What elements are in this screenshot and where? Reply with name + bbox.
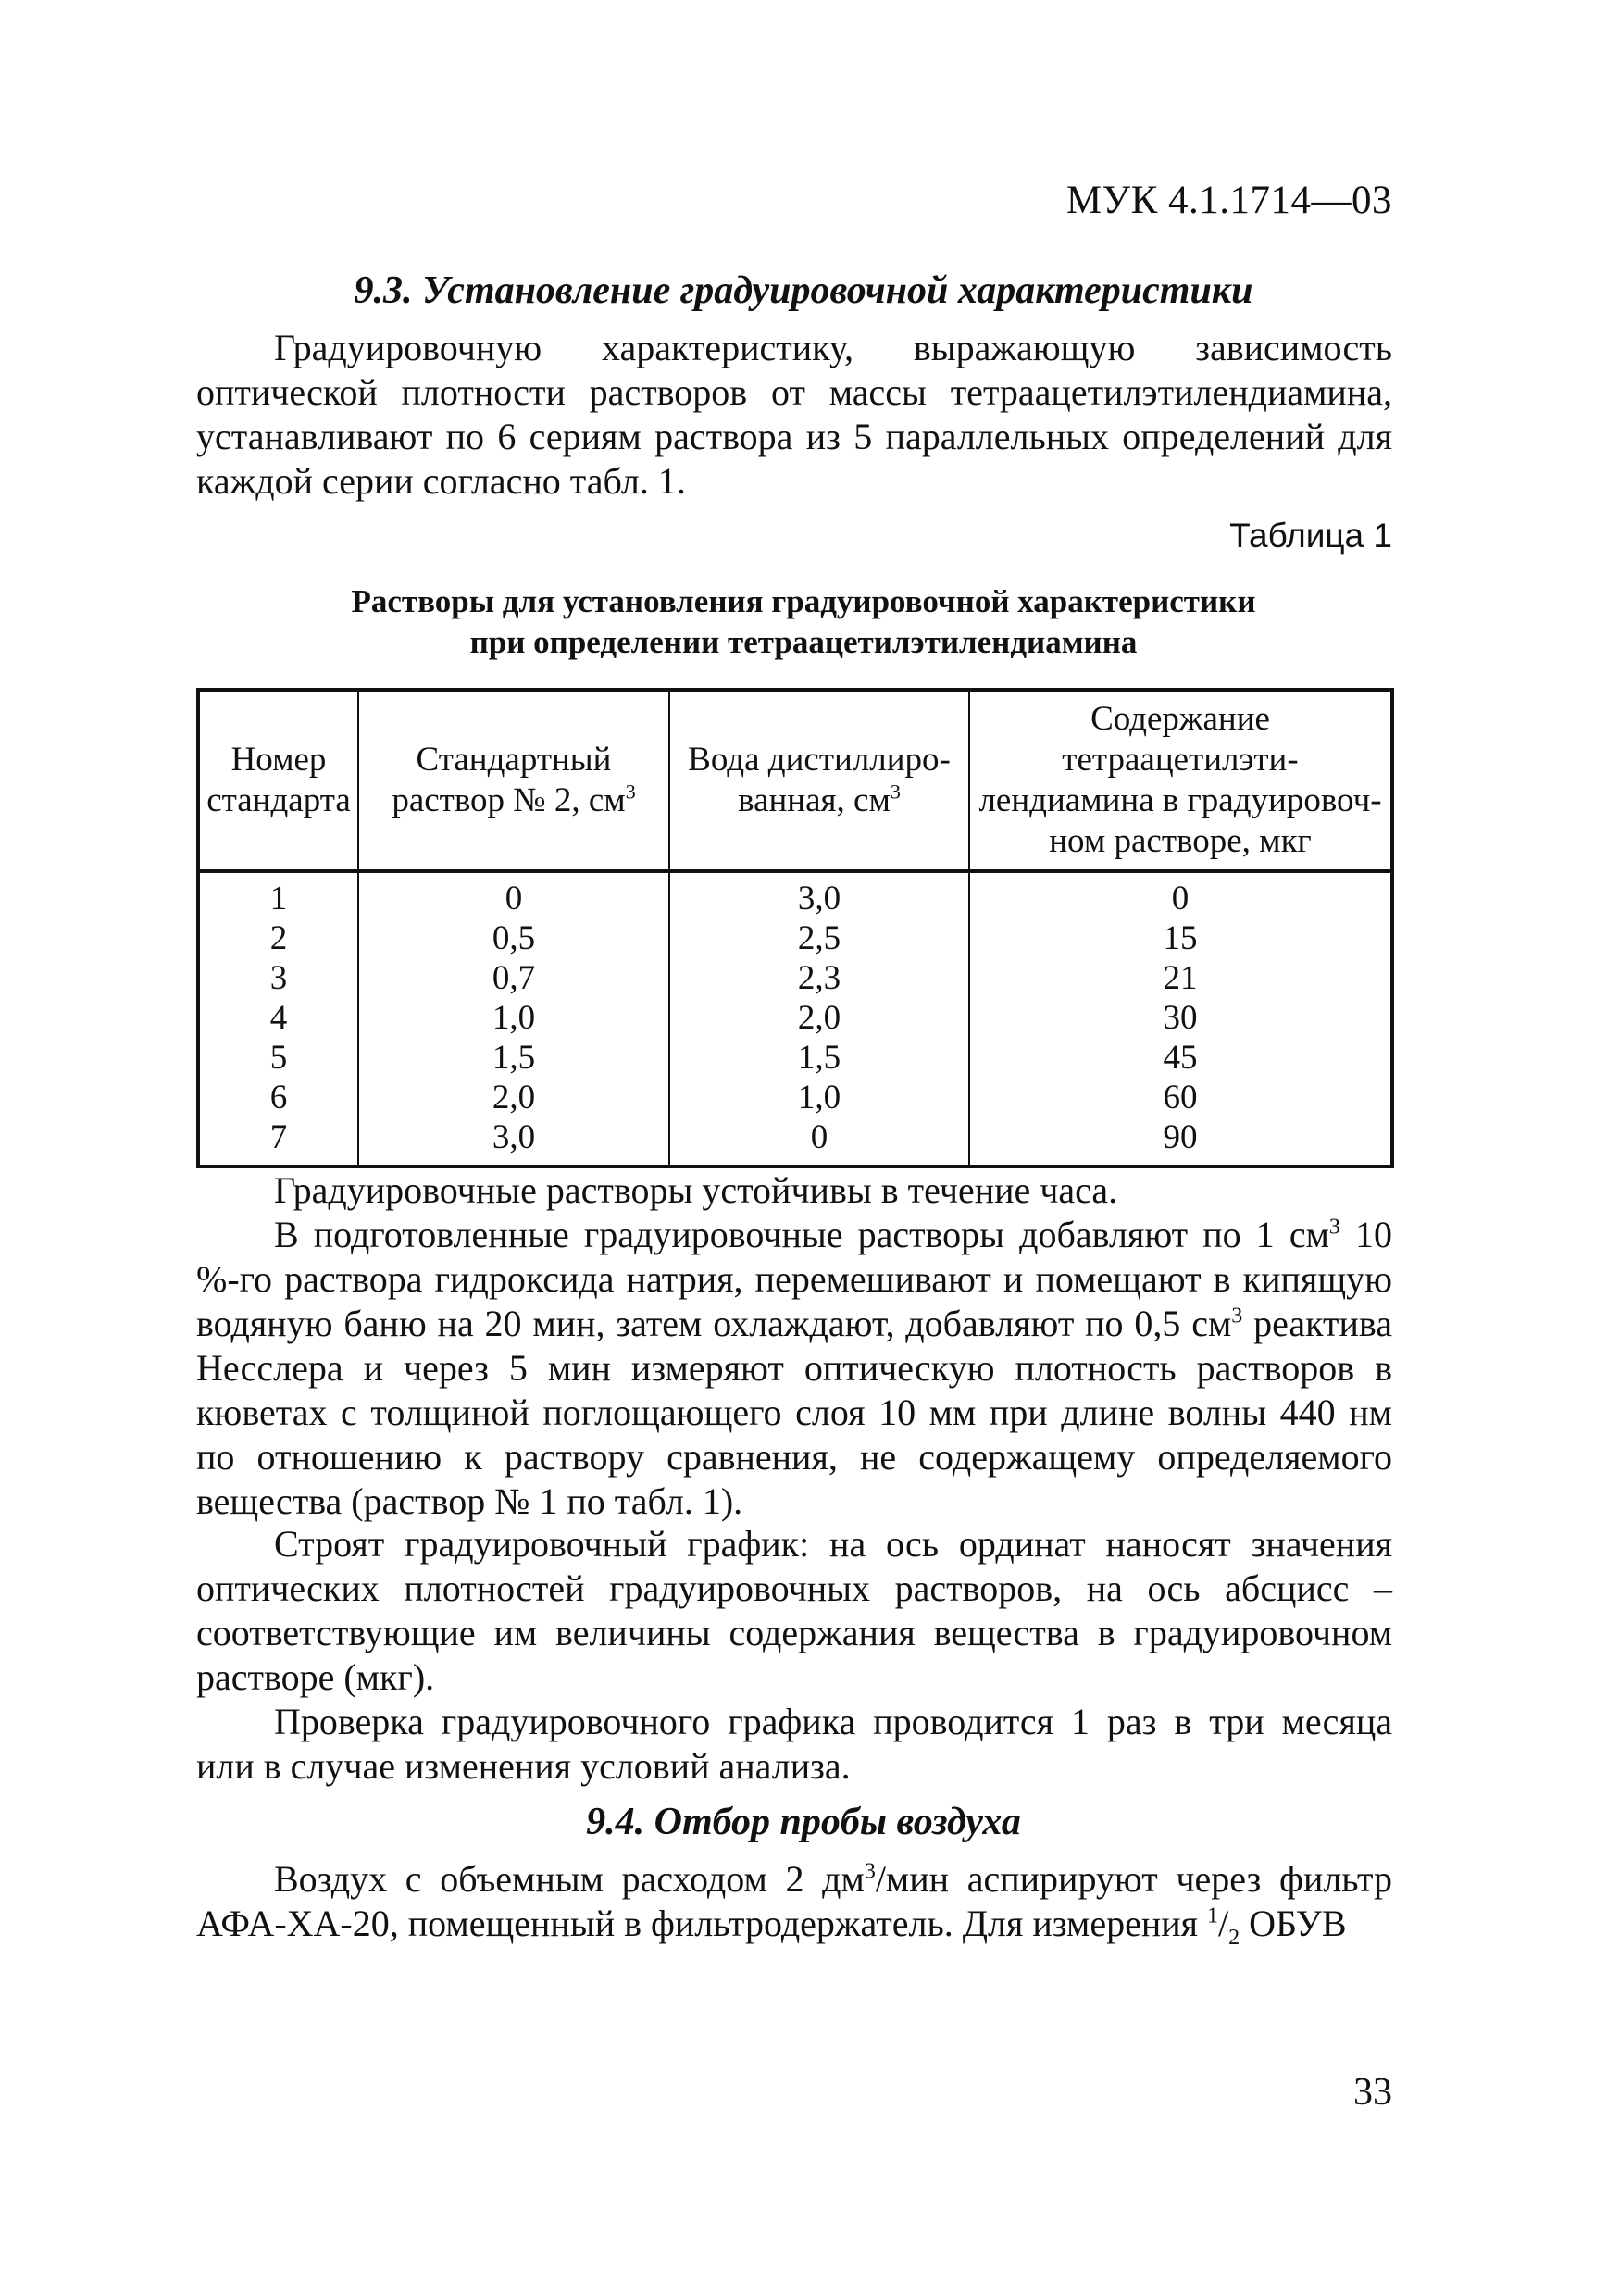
section-9-3-intro: Градуировочную характеристику, выражающую зависимость оптической плотности растворов от массы тетраацетилэтилендиамина, устанавливают по 6 сериям раствора из 5 параллельных определений для каждой серии согласно табл. 1. — [196, 327, 1392, 502]
page-number: 33 — [1353, 2071, 1392, 2114]
cell-standard-solution: 2,0 — [358, 1078, 669, 1117]
fraction-numerator: 1 — [1207, 1903, 1219, 1928]
cell-distilled-water: 3,0 — [669, 871, 969, 918]
table-row — [198, 998, 1392, 1038]
table-row — [198, 871, 1392, 918]
cell-content: 90 — [969, 1117, 1392, 1167]
document-code: МУК 4.1.1714—03 — [1065, 179, 1392, 222]
cell-distilled-water: 2,3 — [669, 958, 969, 998]
cell-standard-number: 7 — [198, 1117, 358, 1167]
cell-standard-solution: 0,7 — [358, 958, 669, 998]
procedure-paragraph — [196, 1213, 1392, 1524]
cell-content: 0 — [969, 871, 1392, 918]
stability-paragraph: Градуировочные растворы устойчивы в течение часа. — [274, 1169, 1118, 1211]
header-content-line-1: Содержание тетраацетилэти- — [1062, 700, 1299, 779]
section-9-4-heading: 9.4. Отбор пробы воздуха — [586, 1801, 1021, 1843]
table-1-caption-line-1: Растворы для установления градуировочной характеристики — [351, 583, 1256, 619]
header-standard-number — [198, 690, 358, 871]
cell-standard-solution: 1,0 — [358, 998, 669, 1038]
header-water-line-2: ванная, см — [738, 781, 891, 819]
procedure-sup-1: 3 — [1328, 1215, 1340, 1240]
cell-content: 21 — [969, 958, 1392, 998]
table-1-caption — [0, 581, 1607, 663]
header-num-line-1: Номер — [230, 741, 327, 779]
cell-distilled-water: 1,0 — [669, 1078, 969, 1117]
half-fraction: $^1/_2$ — [1207, 1903, 1240, 1950]
air-text-2: /мин аспирируют через фильтр АФА-ХА-20, помещенный в фильтродержатель. Для измерения — [196, 1858, 1392, 1944]
cell-standard-number: 3 — [198, 958, 358, 998]
procedure-text-1: В подготовленные градуировочные растворы добавляют по 1 см — [274, 1214, 1329, 1255]
calibration-solutions-table — [196, 688, 1394, 1168]
air-sampling-paragraph — [196, 1857, 1392, 1950]
table-row — [198, 1078, 1392, 1117]
table-row — [198, 1117, 1392, 1167]
table-row — [198, 918, 1392, 958]
air-sup: 3 — [864, 1859, 876, 1884]
cell-content: 30 — [969, 998, 1392, 1038]
header-content-mkg — [969, 690, 1392, 871]
header-water-line-1: Вода дистиллиро- — [688, 741, 951, 779]
cell-standard-solution: 0 — [358, 871, 669, 918]
cell-content: 45 — [969, 1038, 1392, 1078]
table-row — [198, 1038, 1392, 1078]
procedure-text-2: 10 %-го раствора гидроксида натрия, перемешивают и помещают в кипящую водяную баню на 20 мин, затем охлаждают, добавляют по 0,5 см — [196, 1214, 1392, 1344]
header-water-superscript: 3 — [890, 780, 901, 804]
header-std-line-1: Стандартный — [416, 741, 612, 779]
header-std-line-2: раствор № 2, см — [392, 781, 626, 819]
cell-distilled-water: 2,0 — [669, 998, 969, 1038]
cell-content: 15 — [969, 918, 1392, 958]
cell-distilled-water: 1,5 — [669, 1038, 969, 1078]
header-content-line-3: ном растворе, мкг — [1049, 822, 1312, 860]
cell-standard-number: 5 — [198, 1038, 358, 1078]
graph-check-paragraph: Проверка градуировочного графика проводится 1 раз в три месяца или в случае изменения условий анализа. — [196, 1701, 1392, 1787]
table-row — [198, 958, 1392, 998]
cell-distilled-water: 2,5 — [669, 918, 969, 958]
cell-standard-number: 1 — [198, 871, 358, 918]
header-standard-solution — [358, 690, 669, 871]
cell-standard-solution: 1,5 — [358, 1038, 669, 1078]
cell-distilled-water: 0 — [669, 1117, 969, 1167]
header-distilled-water — [669, 690, 969, 871]
table-header-row — [198, 690, 1392, 871]
cell-standard-number: 6 — [198, 1078, 358, 1117]
air-text-1: Воздух с объемным расходом 2 дм — [274, 1858, 865, 1900]
cell-content: 60 — [969, 1078, 1392, 1117]
air-text-3: ОБУВ — [1240, 1903, 1347, 1944]
section-9-3-heading: 9.3. Установление градуировочной характеристики — [354, 269, 1253, 312]
fraction-denominator: 2 — [1228, 1926, 1240, 1950]
cell-standard-number: 2 — [198, 918, 358, 958]
table-1-caption-line-2: при определении тетраацетилэтилендиамина — [469, 624, 1138, 660]
cell-standard-solution: 0,5 — [358, 918, 669, 958]
cell-standard-solution: 3,0 — [358, 1117, 669, 1167]
header-std-superscript: 3 — [625, 780, 636, 804]
table-1-label: Таблица 1 — [1229, 517, 1392, 555]
header-content-line-2: лендиамина в градуировоч- — [978, 781, 1382, 819]
procedure-text-3: реактива Несслера и через 5 мин измеряют оптическую плотность растворов в кюветах с толщиной поглощающего слоя 10 мм при длине волны 440 нм по отношению к раствору сравнения, не содержащему определяемого вещества (раствор № 1 по табл. 1). — [196, 1303, 1392, 1522]
graph-paragraph: Строят градуировочный график: на ось ординат наносят значения оптических плотностей градуировочных растворов, на ось абсцисс – соответствующие им величины содержания вещества в градуировочном растворе (мкг). — [196, 1523, 1392, 1698]
cell-standard-number: 4 — [198, 998, 358, 1038]
procedure-sup-2: 3 — [1231, 1304, 1243, 1329]
header-num-line-2: стандарта — [206, 781, 351, 819]
